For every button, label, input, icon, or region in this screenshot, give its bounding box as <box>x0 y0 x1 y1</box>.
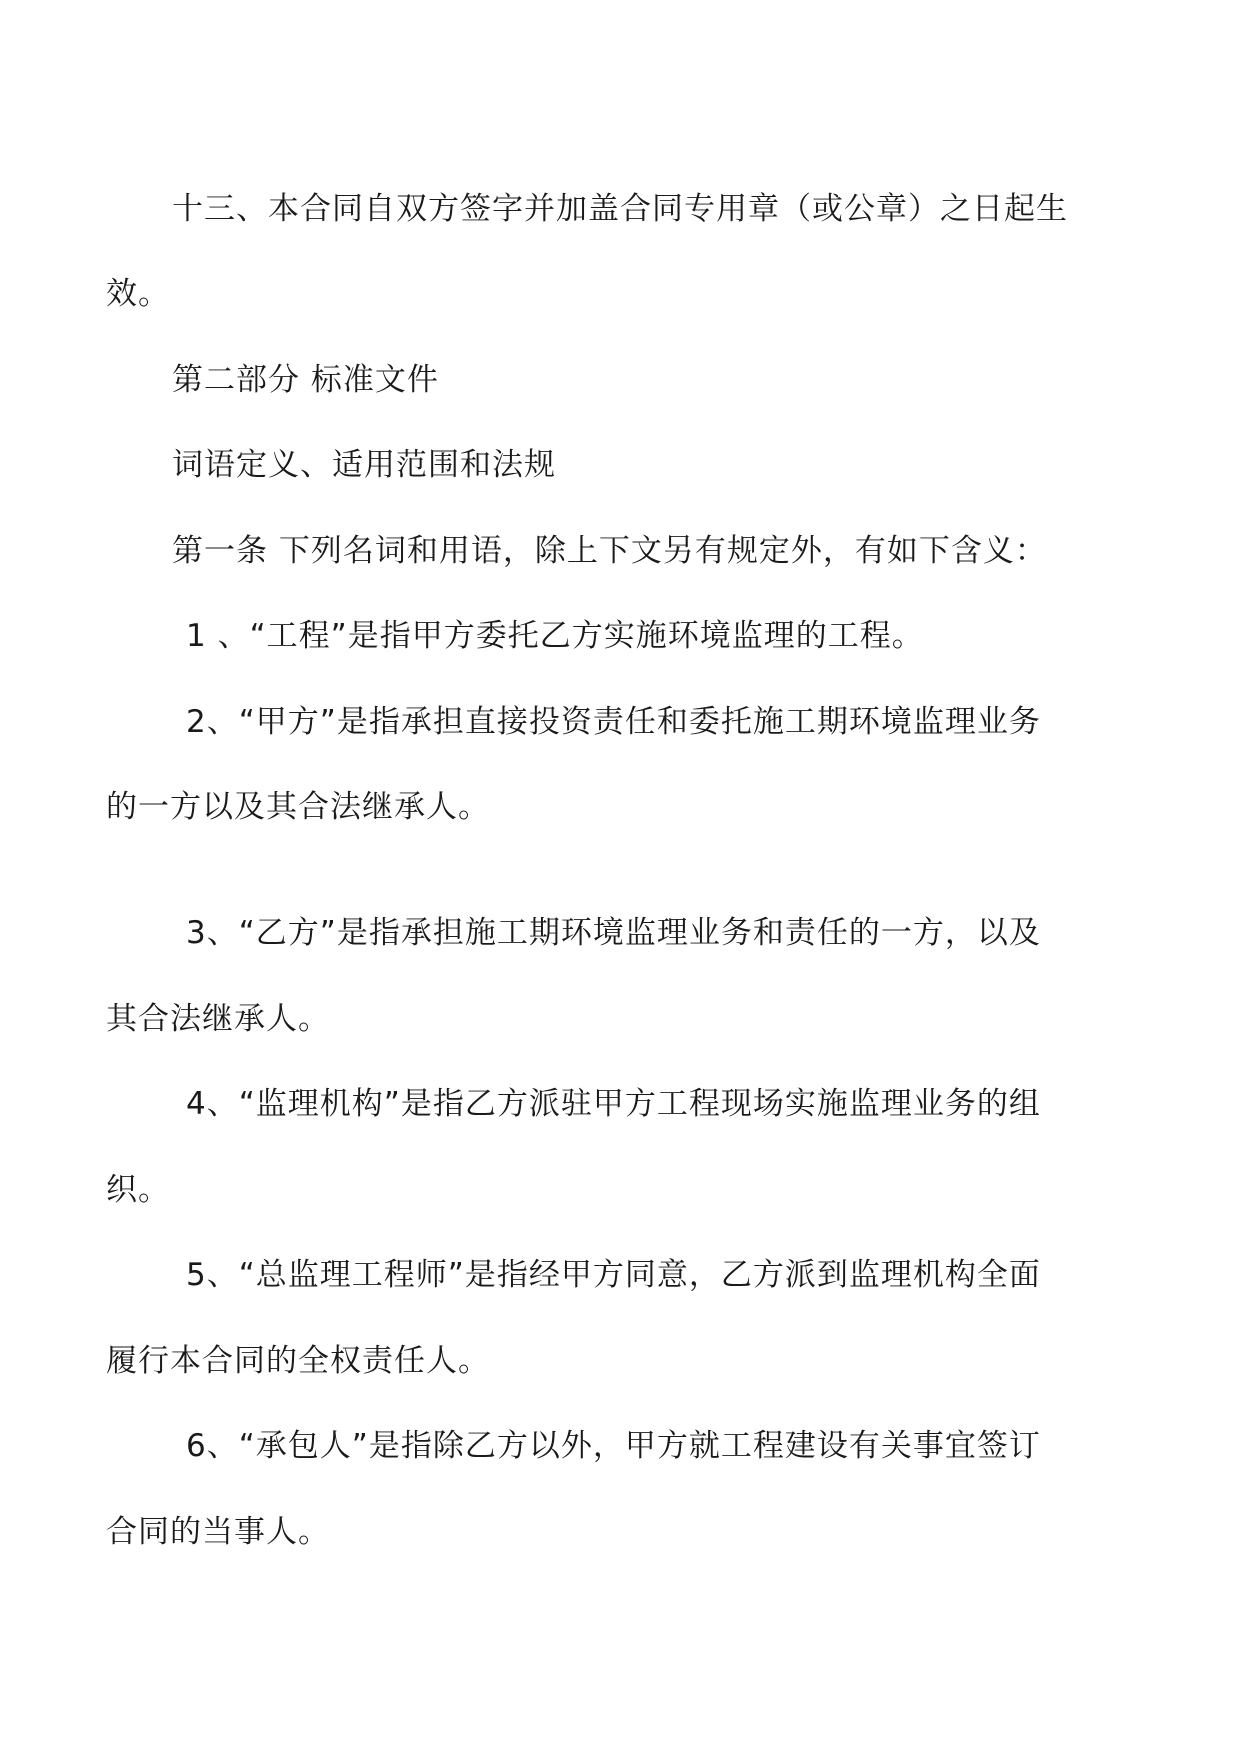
definition-item-3-cont: 其合法继承人。 <box>106 1001 330 1037</box>
section-heading-part-two: 第二部分 标准文件 <box>172 362 439 398</box>
section-subheading-definitions: 词语定义、适用范围和法规 <box>172 447 556 483</box>
definition-item-2: 2、“甲方”是指承担直接投资责任和委托施工期环境监理业务 <box>186 704 1041 740</box>
definition-item-5: 5、“总监理工程师”是指经甲方同意，乙方派到监理机构全面 <box>186 1257 1041 1293</box>
text-line-article-13: 十三、本合同自双方签字并加盖合同专用章（或公章）之日起生 <box>172 191 1068 227</box>
definition-item-6: 6、“承包人”是指除乙方以外，甲方就工程建设有关事宜签订 <box>186 1428 1041 1464</box>
definition-item-2-cont: 的一方以及其合法继承人。 <box>106 789 490 825</box>
definition-item-5-cont: 履行本合同的全权责任人。 <box>106 1343 490 1379</box>
definition-item-1: 1 、“工程”是指甲方委托乙方实施环境监理的工程。 <box>186 618 924 654</box>
definition-item-4-cont: 织。 <box>106 1172 170 1208</box>
definition-item-6-cont: 合同的当事人。 <box>106 1514 330 1550</box>
definition-item-3: 3、“乙方”是指承担施工期环境监理业务和责任的一方，以及 <box>186 915 1041 951</box>
text-line-article-1: 第一条 下列名词和用语，除上下文另有规定外，有如下含义： <box>172 533 1047 569</box>
definition-item-4: 4、“监理机构”是指乙方派驻甲方工程现场实施监理业务的组 <box>186 1086 1041 1122</box>
text-line-article-13-cont: 效。 <box>106 276 170 312</box>
